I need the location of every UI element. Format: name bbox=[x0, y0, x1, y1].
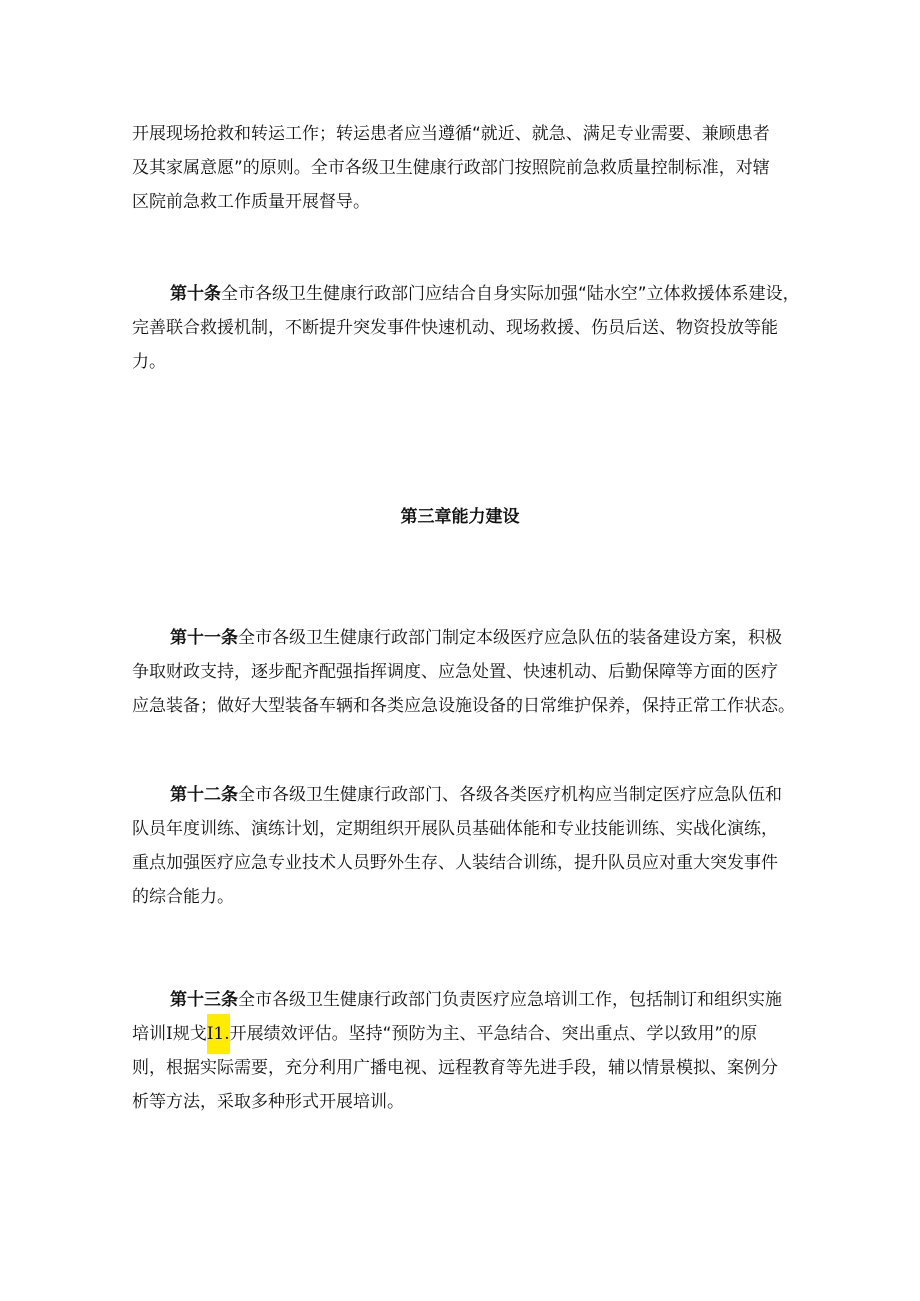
text-line: 队员年度训练、演练计划，定期组织开展队员基础体能和专业技能训练、实战化演练， bbox=[132, 819, 778, 839]
article-label: 第十条 bbox=[170, 284, 221, 304]
text-line: 完善联合救援机制，不断提升突发事件快速机动、现场救援、伤员后送、物资投放等能 bbox=[132, 318, 778, 338]
article-label: 第十二条 bbox=[170, 785, 238, 805]
ocr-artifact: I bbox=[166, 1024, 173, 1044]
article-text: 全市各级卫生健康行政部门应结合自身实际加强“陆水空”立体救援体系建设， bbox=[221, 284, 800, 304]
text-line: 开展现场抢救和转运工作；转运患者应当遵循“就近、就急、满足专业需要、兼顾患者 bbox=[132, 124, 770, 144]
text-line bbox=[132, 778, 792, 812]
chapter-heading: 第三章能力建设 bbox=[400, 507, 520, 527]
text-line bbox=[132, 277, 800, 311]
text-line: 应急装备；做好大型装备车辆和各类应急设施设备的日常维护保养，保持正常工作状态。 bbox=[132, 696, 795, 716]
text-fragment: 培训 bbox=[132, 1024, 166, 1044]
text-line: 的综合能力。 bbox=[132, 887, 234, 907]
article-10 bbox=[132, 277, 800, 379]
text-line bbox=[132, 621, 792, 655]
text-fragment: 开展绩效评估。坚持“预防为主、平急结合、突出重点、学以致用”的原 bbox=[229, 1024, 758, 1044]
highlighted-text: I1. bbox=[207, 1014, 230, 1054]
text-line: 区院前急救工作质量开展督导。 bbox=[132, 192, 370, 212]
text-fragment: 规戈 bbox=[172, 1024, 207, 1044]
article-text: 全市各级卫生健康行政部门、各级各类医疗机构应当制定医疗应急队伍和 bbox=[238, 785, 782, 805]
text-line: 析等方法，采取多种形式开展培训。 bbox=[132, 1092, 404, 1112]
text-line: 及其家属意愿”的原则。全市各级卫生健康行政部门按照院前急救质量控制标准，对辖 bbox=[132, 158, 770, 178]
text-line: 力。 bbox=[132, 352, 166, 372]
article-13 bbox=[132, 983, 792, 1119]
article-12 bbox=[132, 778, 792, 914]
article-text: 全市各级卫生健康行政部门制定本级医疗应急队伍的装备建设方案，积极 bbox=[238, 628, 782, 648]
article-label: 第十三条 bbox=[170, 990, 238, 1010]
article-text: 全市各级卫生健康行政部门负责医疗应急培训工作，包括制订和组织实施 bbox=[238, 990, 782, 1010]
text-line: 争取财政支持，逐步配齐配强指挥调度、应急处置、快速机动、后勤保障等方面的医疗 bbox=[132, 662, 778, 682]
article-11 bbox=[132, 621, 795, 723]
text-line bbox=[132, 983, 792, 1017]
article-label: 第十一条 bbox=[170, 628, 238, 648]
text-line bbox=[132, 1017, 792, 1051]
text-line: 重点加强医疗应急专业技术人员野外生存、人装结合训练，提升队员应对重大突发事件 bbox=[132, 853, 778, 873]
paragraph-continued bbox=[132, 117, 792, 219]
text-line: 则，根据实际需要，充分利用广播电视、远程教育等先进手段，辅以情景模拟、案例分 bbox=[132, 1058, 778, 1078]
